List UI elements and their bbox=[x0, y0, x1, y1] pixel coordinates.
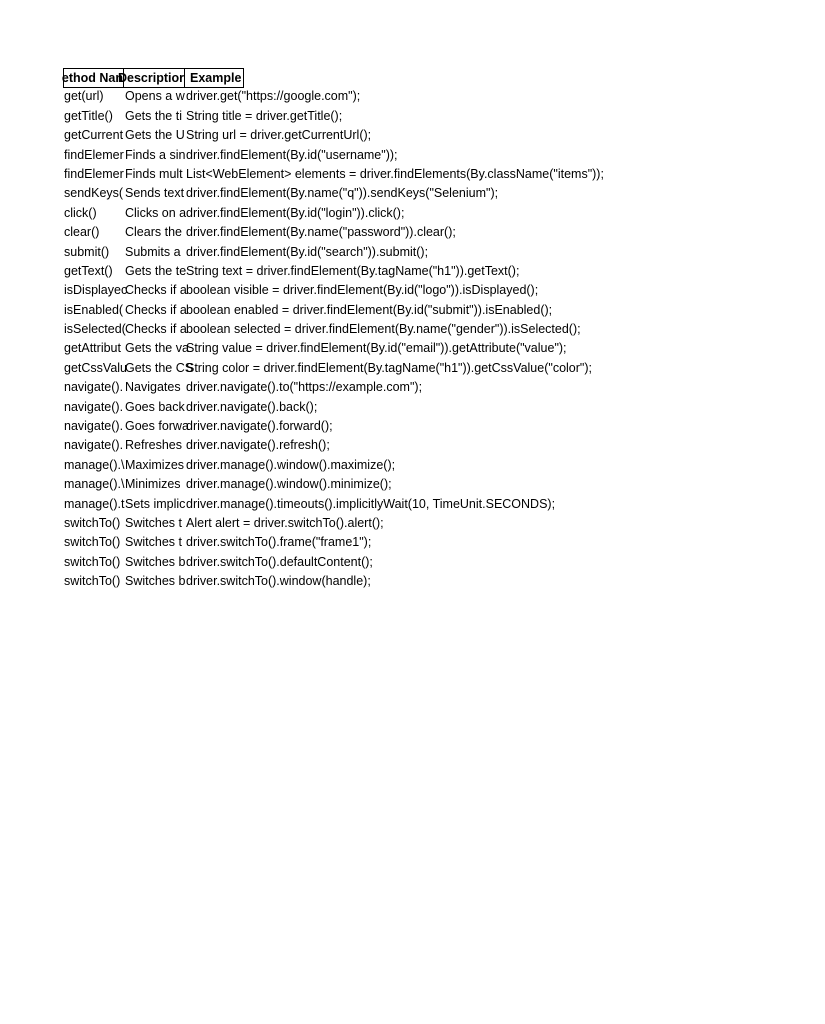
description-cell[interactable]: Minimizes bbox=[125, 477, 181, 492]
example-cell[interactable]: driver.switchTo().frame("frame1"); bbox=[186, 535, 372, 550]
method-cell[interactable]: getAttribut bbox=[64, 341, 121, 356]
example-cell[interactable]: String url = driver.getCurrentUrl(); bbox=[186, 128, 372, 143]
description-cell[interactable]: Clears the bbox=[125, 225, 182, 240]
example-cell[interactable]: driver.navigate().refresh(); bbox=[186, 438, 330, 453]
method-cell[interactable]: isDisplayec bbox=[64, 283, 128, 298]
table-row bbox=[63, 184, 763, 203]
example-cell[interactable]: driver.switchTo().window(handle); bbox=[186, 574, 371, 589]
method-cell[interactable]: sendKeys( bbox=[64, 186, 124, 201]
spreadsheet-table bbox=[63, 68, 763, 592]
example-cell[interactable]: driver.findElement(By.id("username")); bbox=[186, 147, 398, 162]
method-cell[interactable]: switchTo() bbox=[64, 515, 121, 530]
description-cell[interactable]: Checks if a bbox=[125, 302, 187, 317]
example-cell[interactable]: driver.navigate().to("https://example.com"); bbox=[186, 380, 423, 395]
method-cell[interactable]: switchTo() bbox=[64, 554, 121, 569]
method-cell[interactable]: isEnabled( bbox=[64, 302, 124, 317]
example-cell[interactable]: boolean visible = driver.findElement(By.id("logo")).isDisplayed(); bbox=[186, 283, 539, 298]
description-cell[interactable]: Clicks on a bbox=[125, 205, 187, 220]
table-row bbox=[63, 514, 763, 533]
method-cell[interactable]: navigate(). bbox=[64, 399, 124, 414]
table-row bbox=[63, 146, 763, 165]
example-cell[interactable]: driver.manage().timeouts().implicitlyWait(10, TimeUnit.SECONDS); bbox=[186, 496, 556, 511]
table-row bbox=[63, 301, 763, 320]
description-cell[interactable]: Goes back bbox=[125, 399, 185, 414]
method-cell[interactable]: findElemer bbox=[64, 147, 124, 162]
table-row bbox=[63, 456, 763, 475]
method-cell[interactable]: isSelected( bbox=[64, 322, 126, 337]
description-cell[interactable]: Navigates bbox=[125, 380, 181, 395]
example-cell[interactable]: driver.findElement(By.name("password")).clear(); bbox=[186, 225, 456, 240]
table-row bbox=[63, 107, 763, 126]
description-cell[interactable]: Sends text bbox=[125, 186, 185, 201]
method-cell[interactable]: getCssValu bbox=[64, 360, 127, 375]
example-cell[interactable]: boolean selected = driver.findElement(By.name("gender")).isSelected(); bbox=[186, 322, 581, 337]
method-cell[interactable]: navigate(). bbox=[64, 438, 124, 453]
example-cell[interactable]: driver.findElement(By.id("search")).submit(); bbox=[186, 244, 429, 259]
method-cell[interactable]: manage().\ bbox=[64, 457, 125, 472]
description-cell[interactable]: Sets implic bbox=[125, 496, 186, 511]
table-row bbox=[63, 243, 763, 262]
table-row bbox=[63, 475, 763, 494]
example-cell[interactable]: String color = driver.findElement(By.tagName("h1")).getCssValue("color"); bbox=[186, 360, 592, 375]
method-cell[interactable]: getText() bbox=[64, 263, 113, 278]
description-cell[interactable]: Gets the va bbox=[125, 341, 189, 356]
example-cell[interactable]: driver.findElement(By.id("login")).click(); bbox=[186, 205, 405, 220]
description-cell[interactable]: Checks if a bbox=[125, 283, 187, 298]
example-cell[interactable]: driver.get("https://google.com"); bbox=[186, 89, 361, 104]
table-row bbox=[63, 495, 763, 514]
example-cell[interactable]: driver.navigate().back(); bbox=[186, 399, 318, 414]
table-row bbox=[63, 398, 763, 417]
description-cell[interactable]: Finds a sin bbox=[125, 147, 186, 162]
method-cell[interactable]: get(url) bbox=[64, 89, 104, 104]
method-cell[interactable]: submit() bbox=[64, 244, 110, 259]
example-cell[interactable]: driver.findElement(By.name("q")).sendKeys("Selenium"); bbox=[186, 186, 499, 201]
description-cell[interactable]: Submits a bbox=[125, 244, 181, 259]
method-cell[interactable]: manage().t bbox=[64, 496, 125, 511]
table-row bbox=[63, 126, 763, 145]
table-row bbox=[63, 378, 763, 397]
header-row bbox=[63, 68, 763, 87]
table-row bbox=[63, 87, 763, 106]
table-row bbox=[63, 533, 763, 552]
table-row bbox=[63, 281, 763, 300]
description-cell[interactable]: Gets the U bbox=[125, 128, 185, 143]
table-row bbox=[63, 339, 763, 358]
description-cell[interactable]: Checks if a bbox=[125, 322, 187, 337]
description-cell[interactable]: Refreshes bbox=[125, 438, 182, 453]
description-cell[interactable]: Switches b bbox=[125, 554, 186, 569]
table-row bbox=[63, 320, 763, 339]
example-cell[interactable]: driver.switchTo().defaultContent(); bbox=[186, 554, 373, 569]
method-cell[interactable]: getTitle() bbox=[64, 108, 113, 123]
table-row bbox=[63, 417, 763, 436]
header-method-name[interactable]: ethod Nan bbox=[63, 68, 124, 88]
table-body bbox=[63, 87, 763, 591]
method-cell[interactable]: findElemer bbox=[64, 166, 124, 181]
example-cell[interactable]: Alert alert = driver.switchTo().alert(); bbox=[186, 515, 384, 530]
method-cell[interactable]: getCurrent bbox=[64, 128, 124, 143]
table-row bbox=[63, 223, 763, 242]
description-cell[interactable]: Switches t bbox=[125, 535, 182, 550]
example-cell[interactable]: driver.navigate().forward(); bbox=[186, 419, 333, 434]
example-cell[interactable]: String title = driver.getTitle(); bbox=[186, 108, 343, 123]
table-row bbox=[63, 436, 763, 455]
table-row bbox=[63, 262, 763, 281]
method-cell[interactable]: manage().\ bbox=[64, 477, 125, 492]
method-cell[interactable]: clear() bbox=[64, 225, 100, 240]
example-cell[interactable]: String value = driver.findElement(By.id("email")).getAttribute("value"); bbox=[186, 341, 567, 356]
table-row bbox=[63, 572, 763, 591]
description-cell[interactable]: Gets the ti bbox=[125, 108, 182, 123]
example-cell[interactable]: List<WebElement> elements = driver.findElements(By.className("items")); bbox=[186, 166, 604, 181]
table-row bbox=[63, 165, 763, 184]
description-cell[interactable]: Finds mult bbox=[125, 166, 183, 181]
header-example[interactable]: Example bbox=[185, 68, 244, 88]
header-description[interactable]: Descriptior bbox=[124, 68, 185, 88]
description-cell[interactable]: Gets the te bbox=[125, 263, 187, 278]
example-cell[interactable]: boolean enabled = driver.findElement(By.id("submit")).isEnabled(); bbox=[186, 302, 553, 317]
method-cell[interactable]: navigate(). bbox=[64, 380, 124, 395]
method-cell[interactable]: click() bbox=[64, 205, 97, 220]
description-cell[interactable]: Gets the CS bbox=[125, 360, 194, 375]
method-cell[interactable]: switchTo() bbox=[64, 574, 121, 589]
description-cell[interactable]: Switches t bbox=[125, 515, 182, 530]
example-cell[interactable]: String text = driver.findElement(By.tagName("h1")).getText(); bbox=[186, 263, 520, 278]
table-row bbox=[63, 204, 763, 223]
method-cell[interactable]: switchTo() bbox=[64, 535, 121, 550]
description-cell[interactable]: Switches b bbox=[125, 574, 186, 589]
description-cell[interactable]: Maximizes bbox=[125, 457, 185, 472]
description-cell[interactable]: Goes forwa bbox=[125, 419, 189, 434]
description-cell[interactable]: Opens a w bbox=[125, 89, 185, 104]
method-cell[interactable]: navigate(). bbox=[64, 419, 124, 434]
table-row bbox=[63, 553, 763, 572]
example-cell[interactable]: driver.manage().window().maximize(); bbox=[186, 457, 396, 472]
example-cell[interactable]: driver.manage().window().minimize(); bbox=[186, 477, 392, 492]
table-row bbox=[63, 359, 763, 378]
